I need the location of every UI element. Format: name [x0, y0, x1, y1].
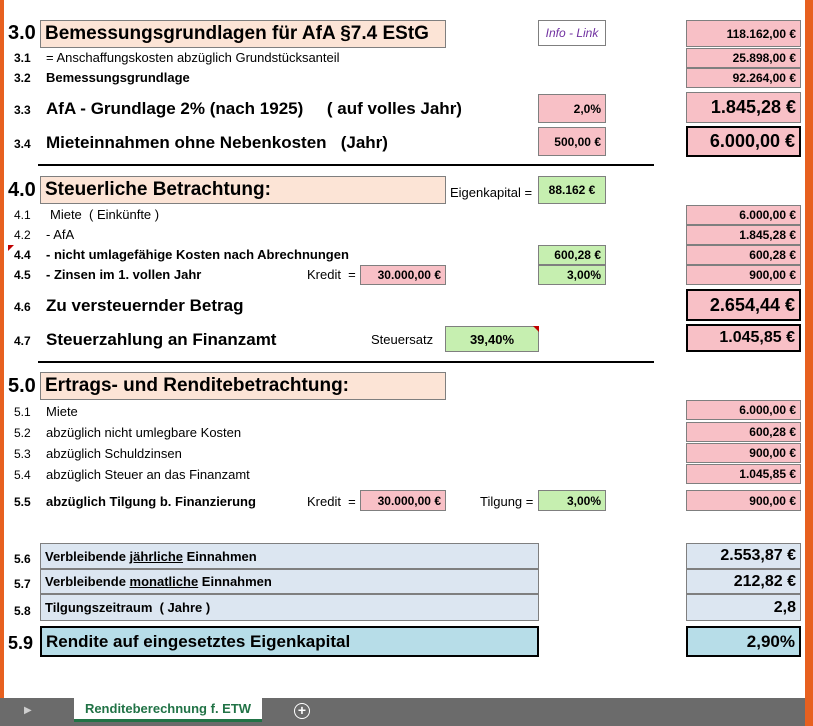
row-label: abzüglich Steuer an das Finanzamt [46, 467, 250, 482]
value-cell[interactable]: 92.264,00 € [686, 68, 801, 88]
row-label: Bemessungsgrundlage [46, 70, 190, 85]
costs-input[interactable]: 600,28 € [538, 245, 606, 265]
section-title-yield[interactable]: Ertrags- und Renditebetrachtung: [40, 372, 446, 400]
label-part: Einnahmen [183, 548, 257, 564]
value-cell[interactable]: 1.845,28 € [686, 225, 801, 245]
row-label: AfA - Grundlage 2% (nach 1925) ( auf volles Jahr) [46, 99, 462, 118]
value-cell[interactable]: 2.654,44 € [686, 289, 801, 321]
section-number: 3.0 [8, 22, 36, 44]
row-number: 5.3 [14, 447, 31, 461]
sheet-tab-active[interactable]: Renditeberechnung f. ETW [74, 698, 262, 722]
label-underlined: jährliche [129, 548, 184, 564]
credit-input[interactable]: 30.000,00 € [360, 265, 446, 285]
row-number: 5.8 [14, 604, 31, 618]
row-label: = Anschaffungskosten abzüglich Grundstücksanteil [46, 50, 340, 65]
row-label: - nicht umlagefähige Kosten nach Abrechnungen [46, 247, 349, 262]
value-cell[interactable]: 6.000,00 € [686, 400, 801, 420]
row-number: 5.2 [14, 426, 31, 440]
tax-rate-label: Steuersatz [371, 332, 434, 347]
monthly-income-label[interactable] [40, 569, 539, 594]
monthly-rent-input[interactable]: 500,00 € [538, 127, 606, 156]
repayment-label: Tilgung = [480, 494, 534, 509]
section-title-tax[interactable]: Steuerliche Betrachtung: [40, 176, 446, 204]
value-cell[interactable]: 900,00 € [686, 443, 801, 463]
row-label: Mieteinnahmen ohne Nebenkosten (Jahr) [46, 133, 388, 152]
label-part: Verbleibende [45, 574, 130, 589]
info-link[interactable]: Info - Link [538, 20, 606, 46]
value-cell[interactable]: 2.553,87 € [686, 543, 801, 569]
row-label: Miete [46, 404, 78, 419]
add-sheet-icon[interactable]: + [294, 703, 310, 719]
credit-label: Kredit = [307, 267, 356, 282]
interest-rate-input[interactable]: 3,00% [538, 265, 606, 285]
comment-indicator [533, 326, 539, 332]
row-number: 5.4 [14, 468, 31, 482]
row-label: - Zinsen im 1. vollen Jahr [46, 267, 202, 282]
row-number: 5.1 [14, 405, 31, 419]
row-number: 5.7 [14, 577, 31, 591]
equity-value[interactable]: 88.162 € [538, 176, 606, 204]
row-number: 3.4 [14, 137, 31, 151]
value-cell[interactable]: 1.045,85 € [686, 324, 801, 352]
row-number: 4.5 [14, 268, 31, 282]
row-number: 3.1 [14, 51, 31, 65]
row-number: 4.7 [14, 334, 31, 348]
tax-rate-input[interactable]: 39,40% [445, 326, 539, 352]
divider [38, 164, 654, 166]
value-cell[interactable]: 6.000,00 € [686, 126, 801, 157]
return-on-equity-label[interactable]: Rendite auf eingesetztes Eigenkapital [40, 626, 539, 657]
window-border-right [805, 0, 813, 726]
row-number: 5.6 [14, 552, 31, 566]
section-number: 4.0 [8, 179, 36, 201]
value-cell[interactable]: 6.000,00 € [686, 205, 801, 225]
divider [38, 361, 654, 363]
row-number: 3.3 [14, 103, 31, 117]
label-underlined: monatliche [129, 574, 199, 589]
credit-label: Kredit = [307, 494, 356, 509]
section-number: 5.0 [8, 375, 36, 397]
label-part: Verbleibende [45, 548, 130, 564]
equity-label: Eigenkapital = [450, 185, 533, 200]
row-number: 4.1 [14, 208, 31, 222]
row-number: 4.4 [14, 248, 31, 262]
afa-rate-input[interactable]: 2,0% [538, 94, 606, 123]
value-cell[interactable]: 1.045,85 € [686, 464, 801, 484]
row-label: abzüglich Schuldzinsen [46, 446, 182, 461]
row-label: Zu versteuernder Betrag [46, 296, 244, 315]
value-cell[interactable]: 25.898,00 € [686, 48, 801, 68]
value-cell[interactable]: 900,00 € [686, 265, 801, 285]
credit-input[interactable]: 30.000,00 € [360, 490, 446, 511]
repayment-rate-input[interactable]: 3,00% [538, 490, 606, 511]
row-number: 3.2 [14, 71, 31, 85]
section-number: 5.9 [8, 633, 34, 653]
row-label: abzüglich nicht umlegbare Kosten [46, 425, 242, 440]
row-label: abzüglich Tilgung b. Finanzierung [46, 494, 256, 509]
row-label: - AfA [46, 227, 75, 242]
total-value[interactable]: 118.162,00 € [686, 20, 801, 47]
value-cell[interactable]: 900,00 € [686, 490, 801, 511]
repayment-period-label[interactable]: Tilgungszeitraum ( Jahre ) [40, 594, 539, 621]
label-part: Einnahmen [198, 574, 272, 589]
value-cell[interactable]: 600,28 € [686, 245, 801, 265]
section-title-afa[interactable]: Bemessungsgrundlagen für AfA §7.4 EStG [40, 20, 446, 48]
value-cell[interactable]: 2,8 [686, 594, 801, 621]
row-label: Steuerzahlung an Finanzamt [46, 330, 277, 349]
row-number: 5.5 [14, 495, 31, 509]
tab-scroll-arrow-icon[interactable]: ▶ [24, 705, 32, 716]
row-number: 4.2 [14, 228, 31, 242]
value-cell[interactable]: 1.845,28 € [686, 92, 801, 123]
value-cell[interactable]: 600,28 € [686, 422, 801, 442]
value-cell[interactable]: 212,82 € [686, 569, 801, 594]
return-on-equity-value[interactable]: 2,90% [686, 626, 801, 657]
annual-income-label[interactable] [40, 543, 539, 569]
window-border-left [0, 0, 4, 698]
row-label: Miete ( Einkünfte ) [50, 207, 160, 222]
row-number: 4.6 [14, 300, 31, 314]
